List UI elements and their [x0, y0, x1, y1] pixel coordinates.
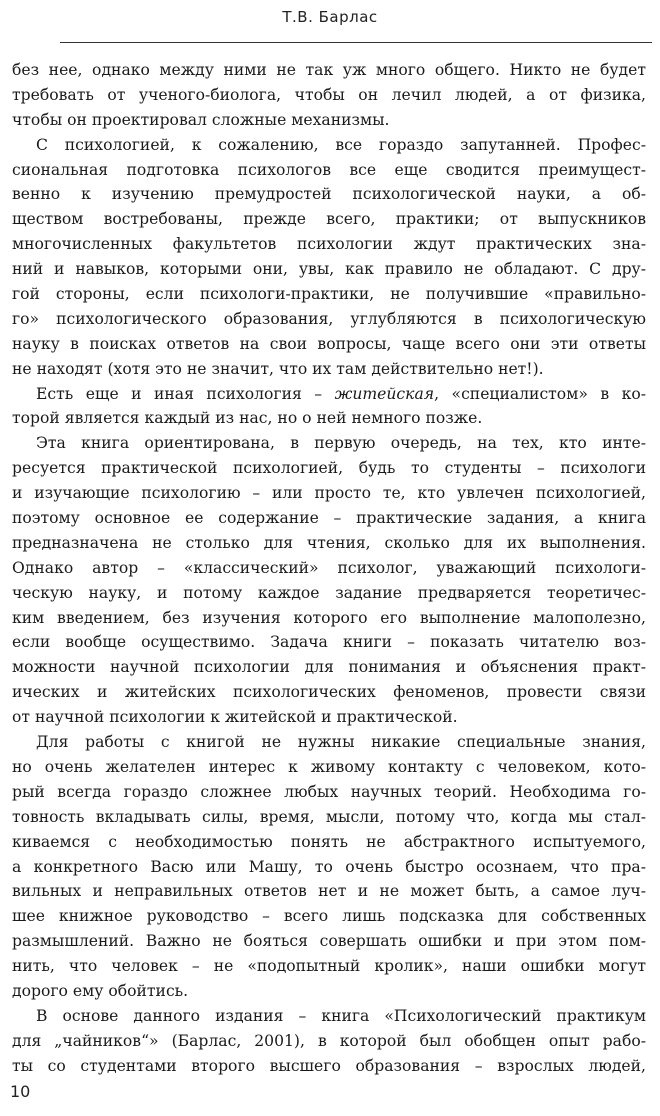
text-line: чтобы он проектировал сложные механизмы. — [12, 110, 390, 129]
text-line: многочисленных факультетов психологии ждут практических зна- — [12, 235, 646, 254]
text-line: венно к изучению премудростей психологической науки, а об- — [12, 185, 646, 204]
text-line: размышлений. Важно не бояться совершать ошибки и при этом пом- — [12, 932, 646, 951]
running-head-author: Т.В. Барлас — [282, 8, 378, 26]
text-line: и изучающие психологию – или просто те, кто увлечен психологией, — [12, 484, 646, 503]
text-line: для „чайников“» (Барлас, 2001), в которой был обобщен опыт рабо- — [12, 1031, 646, 1050]
text-line: киваемся с необходимостью понять не абстрактного испытуемого, — [12, 832, 646, 851]
text-line: торой является каждый из нас, но о ней немного позже. — [12, 409, 483, 428]
text-line: В основе данного издания – книга «Психологический практикум — [36, 1006, 646, 1025]
text-line: Есть еще и иная психология – житейская, «специалистом» в ко- — [36, 384, 646, 403]
text-line: поэтому основное ее содержание – практические задания, а книга — [12, 509, 646, 528]
text-line: гой стороны, если психологи-практики, не получившие «правильно- — [12, 285, 646, 304]
text-line: но очень желателен интерес к живому контакту с человеком, кото- — [12, 757, 646, 776]
text-line: нить, что человек – не «подопытный кролик», наши ошибки могут — [12, 957, 646, 976]
text-line: Эта книга ориентирована, в первую очередь, на тех, кто инте- — [36, 434, 646, 453]
text-line: ты со студентами второго высшего образования – взрослых людей, — [12, 1056, 646, 1075]
page-number: 10 — [10, 1082, 31, 1101]
text-line: ким введением, без изучения которого его выполнение малополезно, — [12, 608, 646, 627]
text-line: дорого ему обойтись. — [12, 981, 189, 1000]
text-line: вильных и неправильных ответов нет и не может быть, а самое луч- — [12, 882, 646, 901]
header-rule — [60, 42, 652, 43]
text-line: от научной психологии к житейской и практической. — [12, 708, 458, 727]
text-line: науку в поисках ответов на свои вопросы, чаще всего они эти ответы — [12, 334, 646, 353]
text-line: ических и житейских психологических феноменов, провести связи — [12, 683, 646, 702]
text-line: го» психологического образования, углубляются в психологическую — [12, 309, 646, 328]
text-line: ний и навыков, которыми они, увы, как правило не обладают. С дру- — [12, 260, 646, 279]
text-line: ществом востребованы, прежде всего, практики; от выпускников — [12, 210, 646, 229]
text-line: можности научной психологии для понимания и объяснения практ- — [12, 658, 646, 677]
text-line: а конкретного Васю или Машу, то очень быстро осознаем, что пра- — [12, 857, 646, 876]
text-line: требовать от ученого-биолога, чтобы он лечил людей, а от физика, — [12, 85, 646, 104]
text-line: ресуется практической психологией, будь то студенты – психологи — [12, 459, 646, 478]
emphasis: житейская — [334, 384, 435, 403]
text-line: Для работы с книгой не нужны никакие специальные знания, — [36, 733, 646, 752]
text-line: шее книжное руководство – всего лишь подсказка для собственных — [12, 907, 646, 926]
text-line: Однако автор – «классический» психолог, уважающий психологи- — [12, 558, 646, 577]
text-line: рый всегда гораздо сложнее любых научных теорий. Необходима го- — [12, 782, 646, 801]
text-line: ческую науку, и потому каждое задание предваряется теоретичес- — [12, 583, 646, 602]
text-line: товность вкладывать силы, время, мысли, потому что, когда мы стал- — [12, 807, 646, 826]
text-line: С психологией, к сожалению, все гораздо запутанней. Профес- — [36, 135, 646, 154]
text-line: если вообще осуществимо. Задача книги – показать читателю воз- — [12, 633, 646, 652]
text-line: без нее, однако между ними не так уж много общего. Никто не будет — [12, 61, 646, 79]
text-line: сиональная подготовка психологов все еще сводится преимущест- — [12, 160, 646, 179]
body-text — [12, 58, 646, 1079]
text-line: предназначена не столько для чтения, сколько для их выполнения. — [12, 533, 646, 552]
text-line: не находят (хотя это не значит, что их там действительно нет!). — [12, 359, 544, 378]
